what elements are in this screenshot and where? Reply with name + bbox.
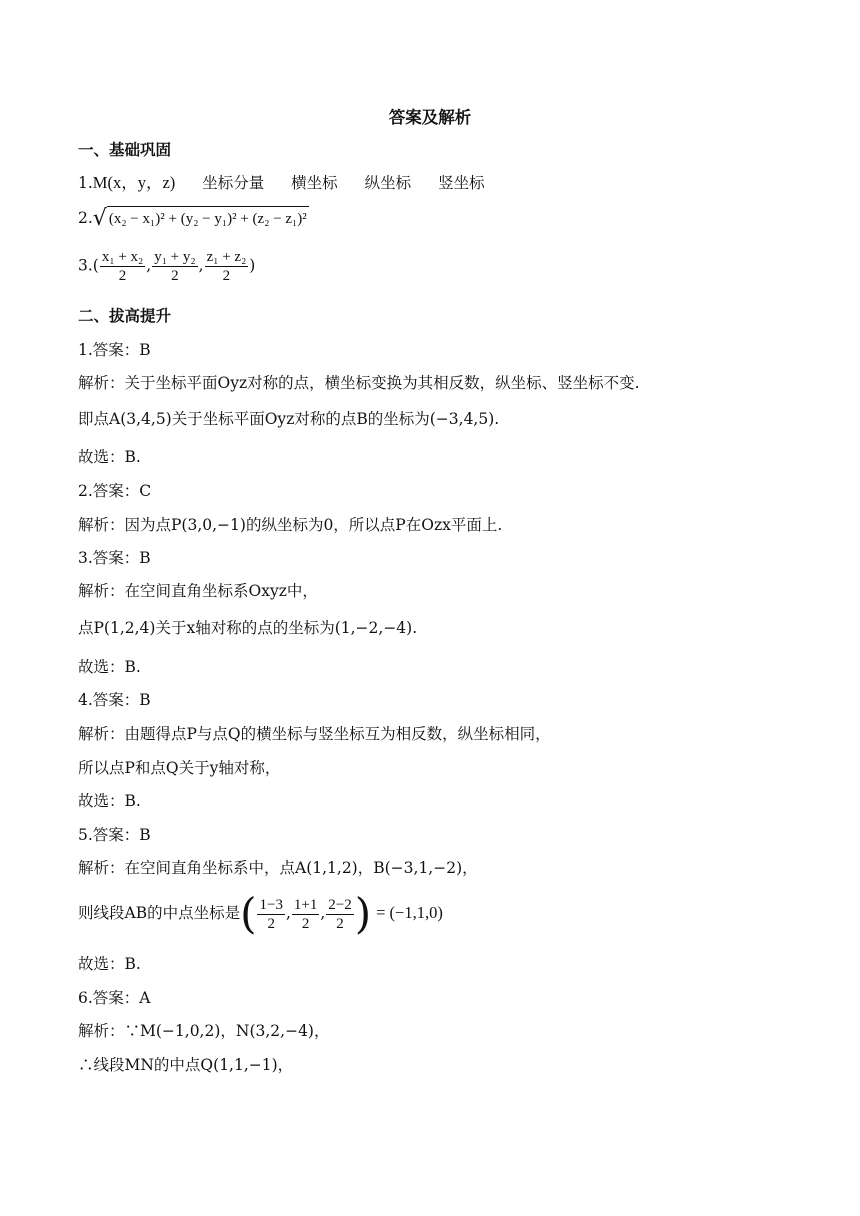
explanation-line: ∴线段MN的中点Q(1,1,−1)， bbox=[78, 1056, 294, 1074]
q1-term: 坐标分量 bbox=[202, 174, 265, 192]
explanation-line: 解析：∵M(−1,0,2)，N(3,2,−4)， bbox=[78, 1022, 330, 1040]
answer-line: 1.答案：B bbox=[78, 341, 151, 359]
q1-term: 横坐标 bbox=[291, 174, 338, 192]
distance-formula bbox=[93, 206, 309, 232]
explanation-line: 解析：在空间直角坐标系Oxyz中， bbox=[78, 582, 318, 600]
fraction bbox=[326, 896, 353, 933]
radicand: (x₂ − x₁)² + (y₂ − y₁)² + (z₂ − z₁)² bbox=[107, 206, 309, 232]
q2-prefix: 2. bbox=[78, 209, 93, 227]
numerator: 1−3 bbox=[259, 896, 283, 913]
q1-term: 纵坐标 bbox=[364, 174, 412, 192]
choice-line: 故选：B. bbox=[78, 448, 141, 466]
explanation-line: 所以点P和点Q关于y轴对称， bbox=[78, 759, 281, 777]
q1-prefix: 1. bbox=[78, 174, 93, 192]
midpoint-result: = (−1,1,0) bbox=[376, 903, 443, 922]
denominator: 2 bbox=[267, 915, 275, 932]
section-heading-advanced: 二、拔高提升 bbox=[78, 307, 172, 325]
answer-line: 6.答案：A bbox=[78, 989, 151, 1007]
section-heading-basic: 一、基础巩固 bbox=[78, 141, 172, 159]
numerator: x₁ + x₂ bbox=[101, 249, 144, 265]
midpoint-formula-line: 则线段AB的中点坐标是( $\frac{1-3}{2}$ , $\frac{1+1}{2}$ , $\frac{2-2}{2}$ ) = (−1,1,0) bbox=[78, 889, 443, 938]
fraction bbox=[205, 248, 249, 285]
denominator: 2 bbox=[336, 915, 344, 932]
explanation-line: 点P(1,2,4)关于x轴对称的点的坐标为(1,−2,−4). bbox=[78, 619, 418, 637]
page-title: 答案及解析 bbox=[388, 108, 472, 127]
numerator: z₁ + z₂ bbox=[206, 249, 247, 265]
left-paren: ( bbox=[240, 889, 257, 938]
numerator: 1+1 bbox=[293, 896, 318, 913]
basic-q3: 3.( $\frac{\text{x₁ + x₂}}{2}$ , $\frac{\text{y₁ + y₂}}{2}$ , $\frac{\text{z₁ + z₂}}{2}$ ) bbox=[78, 249, 256, 284]
fraction bbox=[100, 248, 145, 285]
basic-q2 bbox=[78, 206, 309, 240]
fraction bbox=[257, 896, 284, 933]
choice-line: 故选：B. bbox=[78, 955, 141, 973]
q1-term: 竖坐标 bbox=[438, 174, 485, 192]
answer-line: 4.答案：B bbox=[78, 691, 151, 709]
answer-line: 2.答案：C bbox=[78, 482, 152, 500]
denominator: 2 bbox=[118, 268, 127, 284]
q3-prefix: 3.( bbox=[78, 256, 99, 275]
right-paren: ) bbox=[354, 889, 372, 938]
denominator: 2 bbox=[222, 268, 231, 284]
denominator: 2 bbox=[301, 915, 310, 932]
radical-sign: √ bbox=[92, 206, 107, 231]
explanation-line: 即点A(3,4,5)关于坐标平面Oyz对称的点B的坐标为(−3,4,5). bbox=[78, 410, 500, 428]
explanation-line: 解析：关于坐标平面Oyz对称的点，横坐标变换为其相反数，纵坐标、竖坐标不变. bbox=[78, 374, 640, 392]
answer-line: 5.答案：B bbox=[78, 826, 151, 844]
explanation-line: 解析：在空间直角坐标系中，点A(1,1,2)，B(−3,1,−2)， bbox=[78, 859, 478, 877]
answer-line: 3.答案：B bbox=[78, 549, 151, 567]
q1-math: M(x，y，z) bbox=[92, 173, 176, 192]
explanation-line: 解析：因为点P(3,0,−1)的纵坐标为0，所以点P在Ozx平面上. bbox=[78, 516, 503, 534]
basic-q1 bbox=[78, 172, 485, 194]
fraction bbox=[292, 896, 319, 933]
fraction bbox=[152, 248, 197, 285]
q3-suffix: ) bbox=[249, 256, 256, 275]
midpoint-prefix: 则线段AB的中点坐标是 bbox=[78, 904, 241, 922]
choice-line: 故选：B. bbox=[78, 792, 141, 810]
explanation-line: 解析：由题得点P与点Q的横坐标与竖坐标互为相反数，纵坐标相同， bbox=[78, 725, 551, 743]
numerator: y₁ + y₂ bbox=[154, 249, 196, 265]
denominator: 2 bbox=[171, 268, 179, 284]
choice-line: 故选：B. bbox=[78, 658, 141, 676]
numerator: 2−2 bbox=[328, 896, 352, 913]
